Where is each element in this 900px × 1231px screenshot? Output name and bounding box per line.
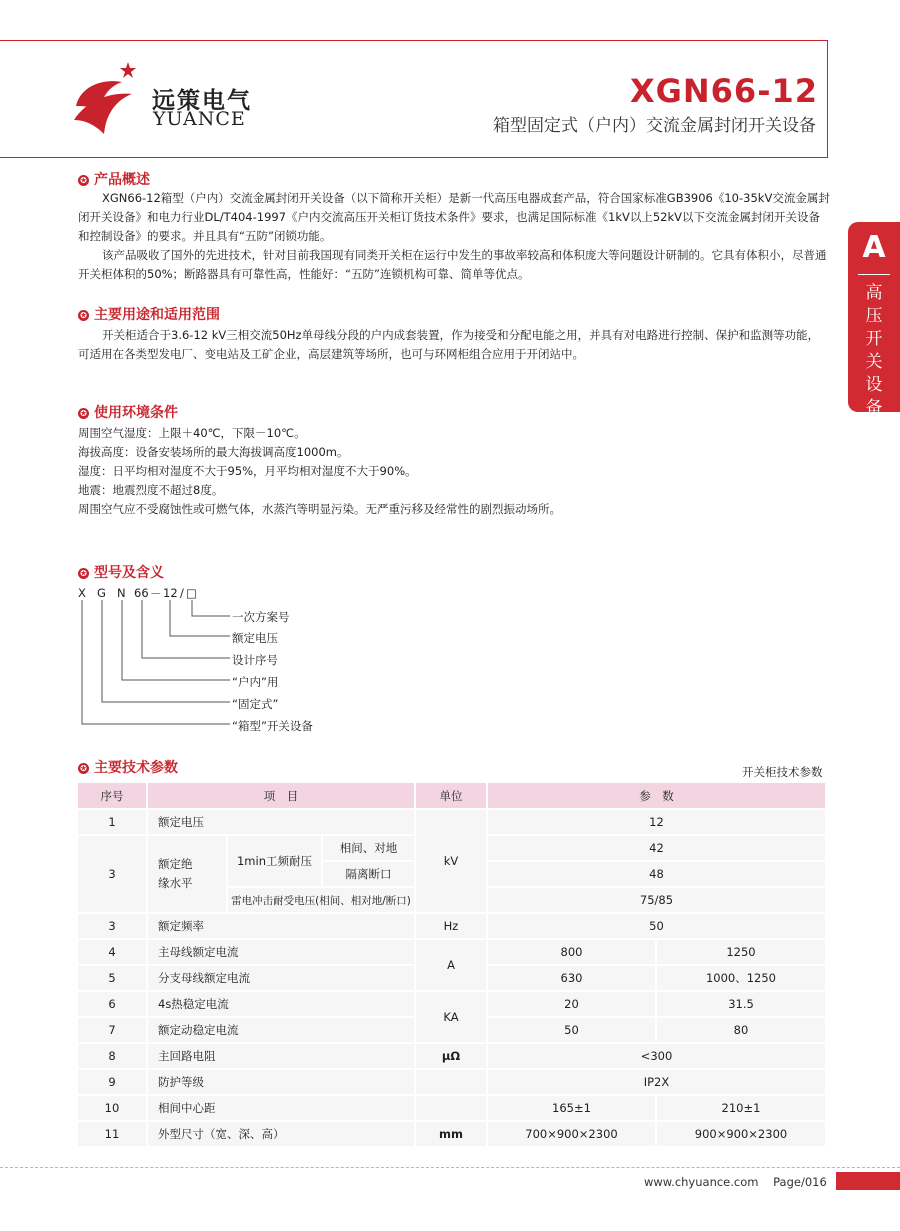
model-letter: X xyxy=(78,586,86,600)
table-cell: 主母线额定电流 xyxy=(148,940,416,966)
table-cell: 3 xyxy=(78,914,148,940)
table-header-unit: 单位 xyxy=(416,783,488,810)
table-cell: 630 xyxy=(488,966,657,992)
category-label-char: 关 xyxy=(865,352,883,372)
star-bullet-icon: ✪ xyxy=(78,310,89,321)
table-cell: 900×900×2300 xyxy=(657,1122,827,1148)
table-caption: 开关柜技术参数 xyxy=(742,765,823,779)
category-side-tab xyxy=(848,222,900,418)
header-top-rule xyxy=(0,40,828,41)
table-cell: 210±1 xyxy=(657,1096,827,1122)
table-cell: 10 xyxy=(78,1096,148,1122)
model-label: 额定电压 xyxy=(232,631,278,645)
table-cell: 4 xyxy=(78,940,148,966)
footer-url-page xyxy=(644,1175,827,1189)
table-cell: 75/85 xyxy=(488,888,827,914)
category-divider xyxy=(858,274,890,275)
table-cell: 12 xyxy=(488,810,827,836)
table-cell: 外型尺寸（宽、深、高） xyxy=(148,1122,416,1148)
table-cell-unit xyxy=(416,1096,488,1122)
section-title-usage: ✪ 主要用途和适用范围 xyxy=(78,304,220,324)
table-cell: 防护等级 xyxy=(148,1070,416,1096)
table-header-no: 序号 xyxy=(78,783,148,810)
table-cell: 7 xyxy=(78,1018,148,1044)
footer-accent-bar xyxy=(836,1172,900,1190)
table-cell: 雷电冲击耐受电压(相间、相对地/断口) xyxy=(228,888,416,914)
table-cell: IP2X xyxy=(488,1070,827,1096)
star-bullet-icon: ✪ xyxy=(78,763,89,774)
footer-divider xyxy=(0,1167,900,1168)
model-letter: 66 xyxy=(134,586,149,600)
model-label: 设计序号 xyxy=(232,653,278,667)
star-bullet-icon: ✪ xyxy=(78,175,89,186)
model-letter: 12 xyxy=(163,586,178,600)
section-title-model: ✪ 型号及含义 xyxy=(78,562,164,582)
category-label-char: 备 xyxy=(865,398,883,418)
overview-paragraph-2: 该产品吸收了国外的先进技术，针对目前我国现有同类开关柜在运行中发生的事故率较高和体积庞大等问题设计研制的。它具有体积小，尽普通开关柜体积的50%；断路器具有可靠性高，性能好：“五防”连锁机构可靠、简单等优点。 xyxy=(78,248,827,281)
footer-page: Page/016 xyxy=(773,1175,827,1189)
category-letter: A xyxy=(862,230,886,265)
category-label-char: 设 xyxy=(865,375,883,395)
model-label: “户内”用 xyxy=(232,675,279,689)
model-letter: － xyxy=(150,587,162,601)
logo-swoosh-icon xyxy=(70,58,150,140)
table-cell: 额定电压 xyxy=(148,810,416,836)
table-cell: 隔离断口 xyxy=(323,862,416,888)
table-cell: 31.5 xyxy=(657,992,827,1018)
table-cell: 50 xyxy=(488,1018,657,1044)
table-cell: 5 xyxy=(78,966,148,992)
table-cell-unit: A xyxy=(416,940,488,992)
table-cell: 3 xyxy=(78,836,148,914)
table-cell-unit: Hz xyxy=(416,914,488,940)
table-cell: 主回路电阻 xyxy=(148,1044,416,1070)
section-title-specs: ✪ 主要技术参数 xyxy=(78,757,178,777)
model-letter: □ xyxy=(186,586,197,600)
section-title-environment: ✪ 使用环境条件 xyxy=(78,402,178,422)
footer-url: www.chyuance.com xyxy=(644,1175,759,1189)
table-cell: 1min工频耐压 xyxy=(228,836,323,888)
category-label-char: 压 xyxy=(865,306,883,326)
section-title-overview: ✪ 产品概述 xyxy=(78,169,150,189)
table-cell: 相间、对地 xyxy=(323,836,416,862)
table-cell: 165±1 xyxy=(488,1096,657,1122)
table-header-param: 参 数 xyxy=(488,783,827,810)
model-letter: G xyxy=(97,586,106,600)
header-right-rule xyxy=(827,40,828,158)
category-label-char: 开 xyxy=(865,329,883,349)
table-cell: 分支母线额定电流 xyxy=(148,966,416,992)
table-cell: 4s热稳定电流 xyxy=(148,992,416,1018)
logo-text-cn: 远策电气 xyxy=(152,88,252,114)
star-bullet-icon: ✪ xyxy=(78,408,89,419)
star-bullet-icon: ✪ xyxy=(78,568,89,579)
model-label: 一次方案号 xyxy=(232,610,290,624)
table-cell: 相间中心距 xyxy=(148,1096,416,1122)
model-label: “固定式” xyxy=(232,697,279,711)
overview-paragraph-1: XGN66-12箱型（户内）交流金属封闭开关设备（以下简称开关柜）是新一代高压电器成套产品，符合国家标准GB3906《10-35kV交流金属封闭开关设备》和电力行业DL/T404-1997《户内交流高压开关柜订货技术条件》要求，也满足国际标准《1kV以上52kV以下交流金属封闭开关设备和控制设备》的要求。并且具有“五防”闭锁功能。 xyxy=(78,191,830,243)
category-label xyxy=(848,282,900,420)
product-model-title: XGN66-12 xyxy=(629,72,818,110)
table-cell: 6 xyxy=(78,992,148,1018)
table-cell: 1250 xyxy=(657,940,827,966)
product-subtitle: 箱型固定式（户内）交流金属封闭开关设备 xyxy=(493,116,816,136)
model-letter: / xyxy=(180,586,184,600)
header-bottom-rule xyxy=(0,157,828,158)
env-line: 海拔高度：设备安装场所的最大海拔调高度1000m。 xyxy=(78,445,349,459)
table-cell: 80 xyxy=(657,1018,827,1044)
env-line: 周围空气湿度：上限＋40℃，下限－10℃。 xyxy=(78,426,306,440)
table-cell: 800 xyxy=(488,940,657,966)
table-cell: <300 xyxy=(488,1044,827,1070)
table-cell: 9 xyxy=(78,1070,148,1096)
table-cell: 8 xyxy=(78,1044,148,1070)
table-cell: 1000、1250 xyxy=(657,966,827,992)
env-line: 湿度：日平均相对湿度不大于95%，月平均相对湿度不大于90%。 xyxy=(78,464,417,478)
table-cell-unit: kV xyxy=(416,810,488,914)
model-bracket-lines xyxy=(70,598,230,734)
model-letter: N xyxy=(117,586,126,600)
table-cell: 1 xyxy=(78,810,148,836)
table-cell: 额定频率 xyxy=(148,914,416,940)
env-line: 地震：地震烈度不超过8度。 xyxy=(78,483,224,497)
table-cell: 50 xyxy=(488,914,827,940)
logo-text-en: YUANCE xyxy=(153,108,246,130)
model-label: “箱型”开关设备 xyxy=(232,719,313,733)
table-cell: 额定绝 缘水平 xyxy=(148,836,228,914)
table-cell: 48 xyxy=(488,862,827,888)
table-cell: 700×900×2300 xyxy=(488,1122,657,1148)
usage-paragraph: 开关柜适合于3.6-12 kV三相交流50Hz单母线分段的户内成套装置，作为接受和分配电能之用，并具有对电路进行控制、保护和监测等功能，可适用在各类型发电厂、变电站及工矿企业，高层建筑等场所，也可与环网柜组合应用于开闭站中。 xyxy=(78,328,820,361)
table-cell-unit: μΩ xyxy=(416,1044,488,1070)
table-cell-unit: KA xyxy=(416,992,488,1044)
table-cell-unit xyxy=(416,1070,488,1096)
table-cell: 42 xyxy=(488,836,827,862)
table-header-item: 项 目 xyxy=(148,783,416,810)
table-cell: 额定动稳定电流 xyxy=(148,1018,416,1044)
table-cell-unit: mm xyxy=(416,1122,488,1148)
table-cell: 20 xyxy=(488,992,657,1018)
table-cell: 11 xyxy=(78,1122,148,1148)
category-label-char: 高 xyxy=(865,283,883,303)
env-line: 周围空气应不受腐蚀性或可燃气体，水蒸汽等明显污染。无严重污移及经常性的剧烈振动场所。 xyxy=(78,502,561,516)
